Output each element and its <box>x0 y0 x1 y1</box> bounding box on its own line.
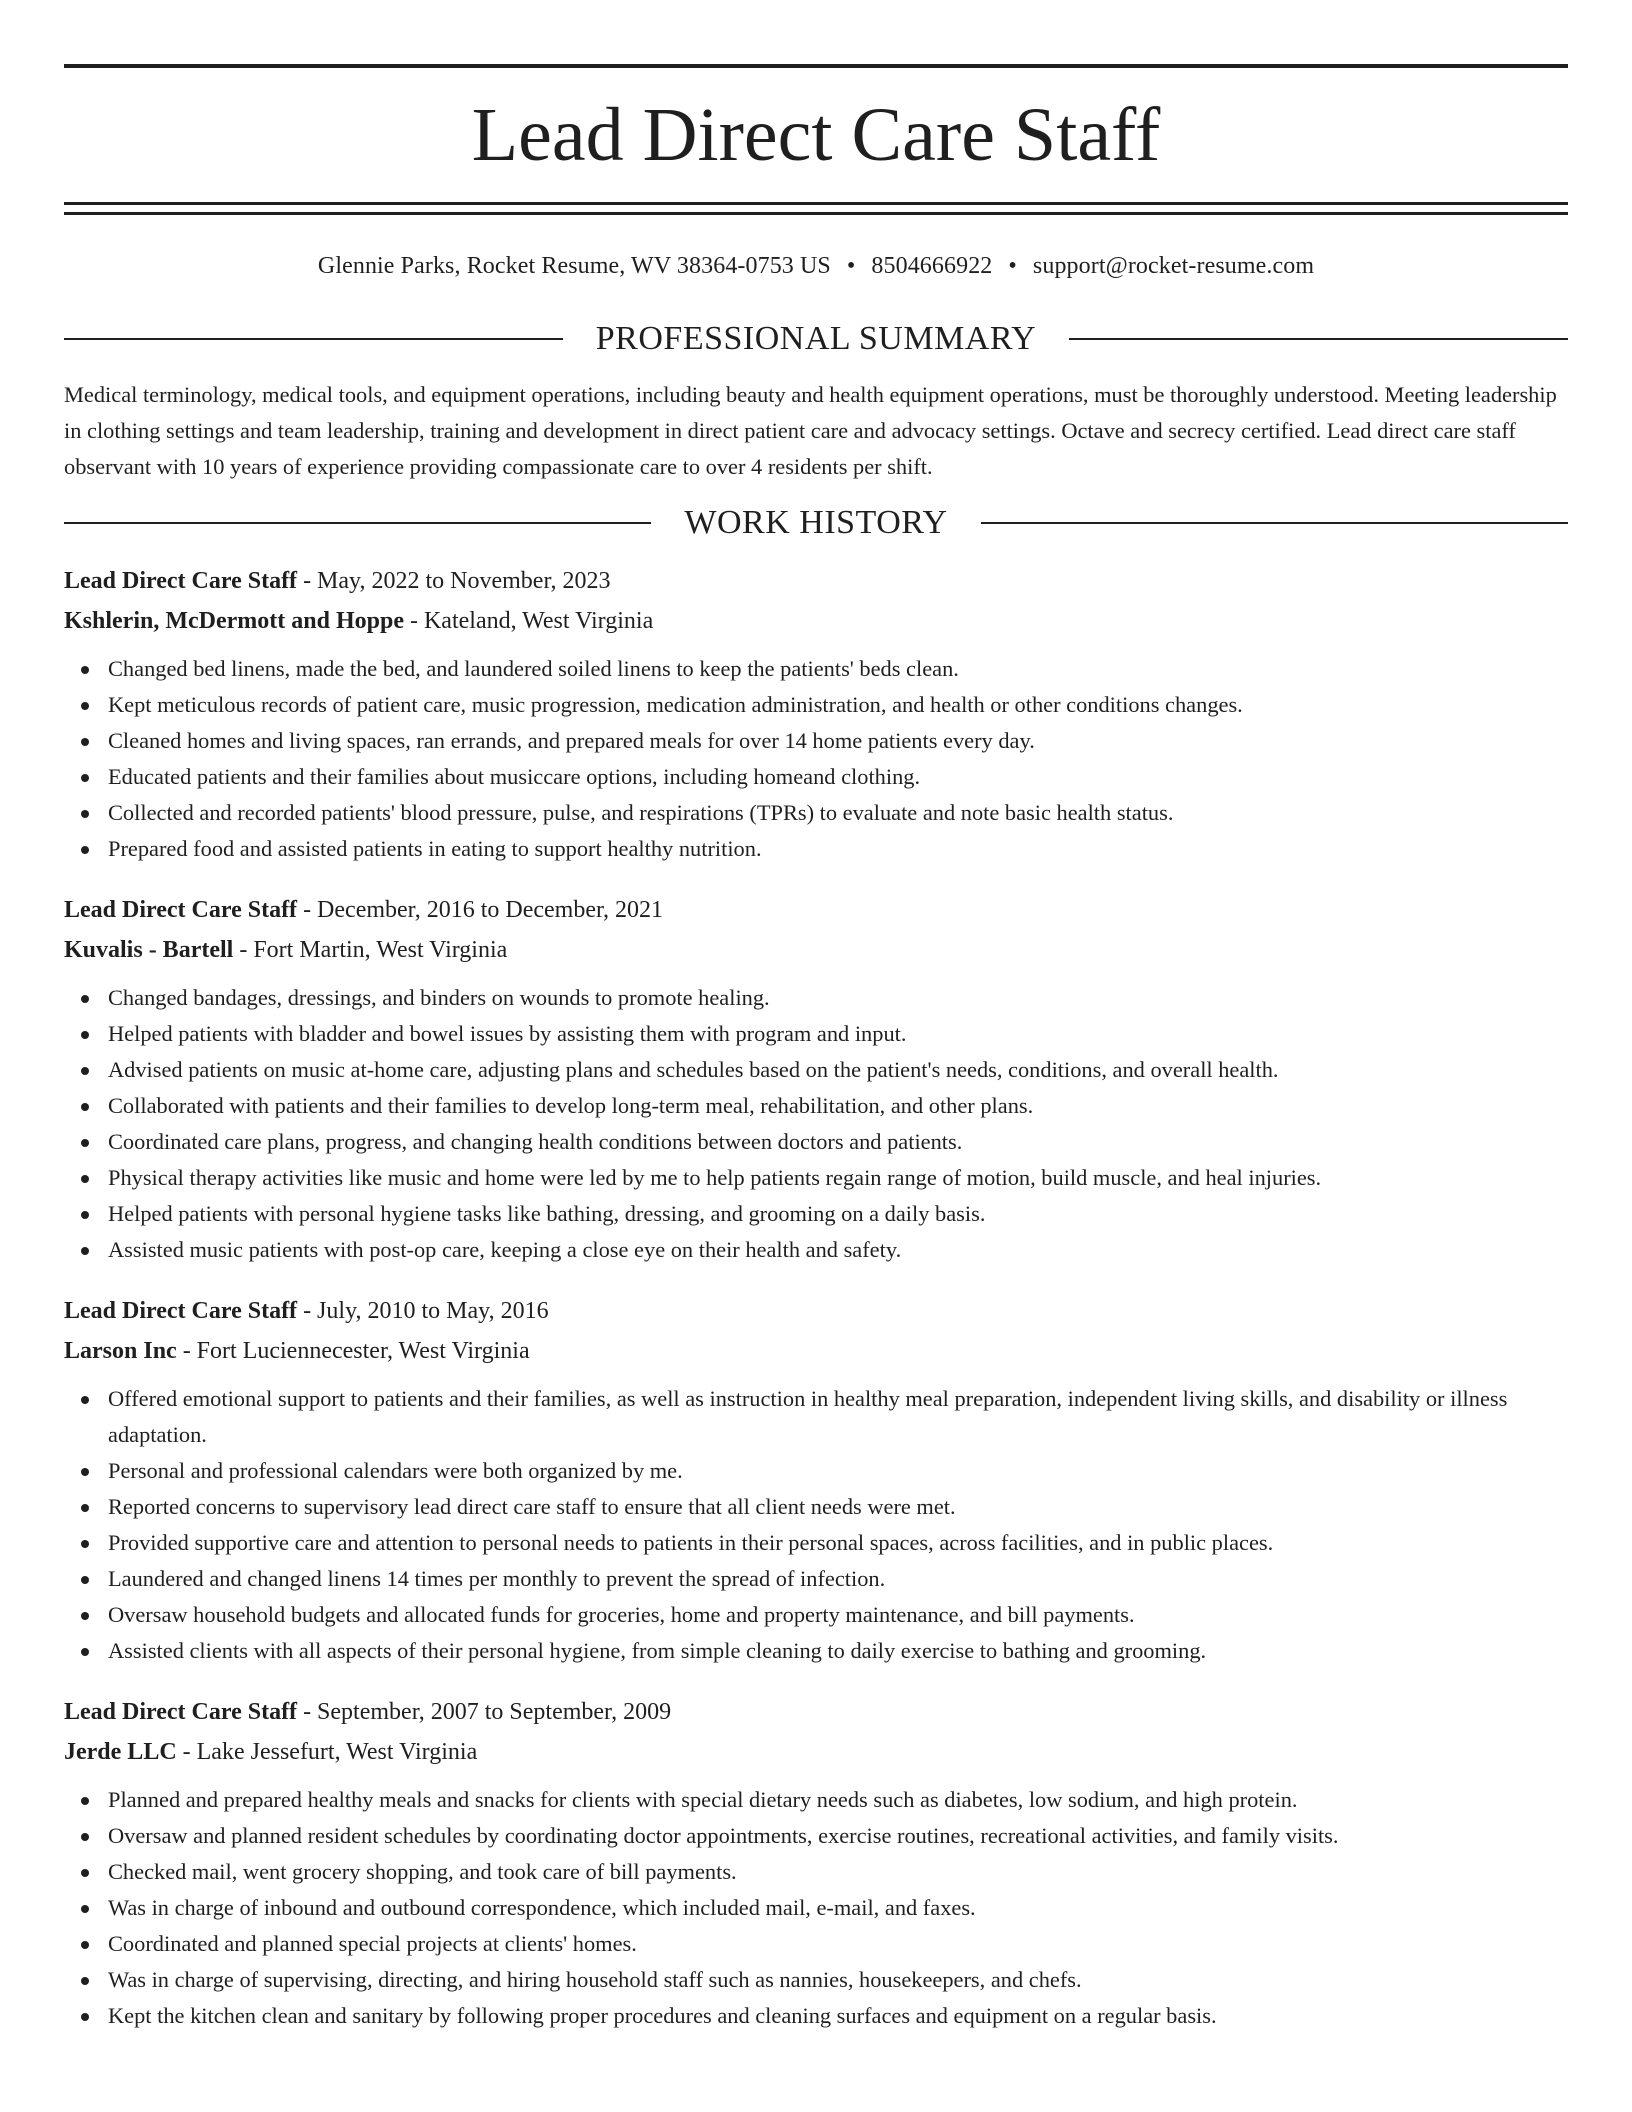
job-duty-item: Educated patients and their families about musiccare options, including homeand clothing. <box>64 759 1568 795</box>
job-duty-item: Kept meticulous records of patient care, music progression, medication administration, and health or other conditions changes. <box>64 687 1568 723</box>
job-duties-list <box>64 1381 1568 1669</box>
job-duty-item: Provided supportive care and attention to personal needs to patients in their personal spaces, across facilities, and in public places. <box>64 1525 1568 1561</box>
top-rule <box>64 64 1568 68</box>
job-company: Jerde LLC <box>64 1739 177 1765</box>
work-history-list <box>64 561 1568 2034</box>
job-entry <box>64 561 1568 867</box>
job-company: Larson Inc <box>64 1338 177 1364</box>
job-title: Lead Direct Care Staff <box>64 1699 298 1725</box>
job-duty-item: Collected and recorded patients' blood pressure, pulse, and respirations (TPRs) to evaluate and note basic health status. <box>64 795 1568 831</box>
job-dates: - July, 2010 to May, 2016 <box>297 1298 549 1324</box>
job-location: - Lake Jessefurt, West Virginia <box>176 1739 478 1765</box>
heading-rule-left <box>64 522 651 524</box>
job-title-line <box>64 1692 1568 1732</box>
work-heading-label: WORK HISTORY <box>684 504 948 541</box>
job-duty-item: Laundered and changed linens 14 times per monthly to prevent the spread of infection. <box>64 1561 1568 1597</box>
resume-title: Lead Direct Care Staff <box>471 93 1161 177</box>
job-entry <box>64 1692 1568 2034</box>
job-dates: - December, 2016 to December, 2021 <box>297 897 664 923</box>
job-duty-item: Reported concerns to supervisory lead direct care staff to ensure that all client needs were met. <box>64 1489 1568 1525</box>
job-title-line <box>64 890 1568 930</box>
job-dates: - September, 2007 to September, 2009 <box>297 1699 672 1725</box>
job-title: Lead Direct Care Staff <box>64 568 298 594</box>
job-title-line <box>64 1291 1568 1331</box>
summary-text: Medical terminology, medical tools, and equipment operations, including beauty and health equipment operations, must be thoroughly understood. Meeting leadership in clothing settings and team leadership, training and development in direct patient care and advocacy settings. Octave and secrecy certified. Lead direct care staff observant with 10 years of experience providing compassionate care to over 4 residents per shift. <box>64 382 1557 479</box>
job-company-line <box>64 1331 1568 1371</box>
job-duty-item: Oversaw and planned resident schedules by coordinating doctor appointments, exercise routines, recreational activities, and family visits. <box>64 1818 1568 1854</box>
job-dates: - May, 2022 to November, 2023 <box>297 568 611 594</box>
work-heading <box>64 503 1568 543</box>
job-duty-item: Coordinated and planned special projects at clients' homes. <box>64 1926 1568 1962</box>
job-entry <box>64 890 1568 1268</box>
title-rule-lower <box>64 212 1568 215</box>
job-company: Kuvalis - Bartell <box>64 937 234 963</box>
job-duty-item: Kept the kitchen clean and sanitary by following proper procedures and cleaning surfaces and equipment on a regular basis. <box>64 1998 1568 2034</box>
job-location: - Fort Martin, West Virginia <box>233 937 508 963</box>
contact-separator: • <box>846 253 856 279</box>
contact-phone: 8504666922 <box>871 253 993 279</box>
job-title-line <box>64 561 1568 601</box>
job-duty-item: Advised patients on music at-home care, adjusting plans and schedules based on the patient's needs, conditions, and overall health. <box>64 1052 1568 1088</box>
job-duties-list <box>64 1782 1568 2034</box>
title-rule-upper <box>64 202 1568 205</box>
job-duty-item: Collaborated with patients and their families to develop long-term meal, rehabilitation, and other plans. <box>64 1088 1568 1124</box>
contact-separator: • <box>1008 253 1017 279</box>
heading-rule-right <box>981 522 1568 524</box>
job-duty-item: Planned and prepared healthy meals and snacks for clients with special dietary needs such as diabetes, low sodium, and high protein. <box>64 1782 1568 1818</box>
resume-page <box>64 64 1568 2034</box>
job-duty-item: Coordinated care plans, progress, and changing health conditions between doctors and patients. <box>64 1124 1568 1160</box>
job-duty-item: Personal and professional calendars were both organized by me. <box>64 1453 1568 1489</box>
contact-email: support@rocket-resume.com <box>1032 253 1315 279</box>
job-duty-item: Offered emotional support to patients and their families, as well as instruction in healthy meal preparation, independent living skills, and disability or illness adaptation. <box>64 1381 1568 1453</box>
job-location: - Kateland, West Virginia <box>403 608 654 634</box>
job-duty-item: Cleaned homes and living spaces, ran errands, and prepared meals for over 14 home patients every day. <box>64 723 1568 759</box>
job-title: Lead Direct Care Staff <box>64 897 298 923</box>
job-duty-item: Was in charge of supervising, directing, and hiring household staff such as nannies, housekeepers, and chefs. <box>64 1962 1568 1998</box>
job-duties-list <box>64 980 1568 1268</box>
job-company-line <box>64 1732 1568 1772</box>
job-title: Lead Direct Care Staff <box>64 1298 298 1324</box>
heading-rule-right <box>1069 338 1568 340</box>
summary-heading <box>64 319 1568 359</box>
job-duty-item: Checked mail, went grocery shopping, and took care of bill payments. <box>64 1854 1568 1890</box>
job-duty-item: Physical therapy activities like music and home were led by me to help patients regain range of motion, build muscle, and heal injuries. <box>64 1160 1568 1196</box>
job-duty-item: Helped patients with bladder and bowel issues by assisting them with program and input. <box>64 1016 1568 1052</box>
job-duties-list <box>64 651 1568 867</box>
job-duty-item: Assisted music patients with post-op care, keeping a close eye on their health and safety. <box>64 1232 1568 1268</box>
job-company-line <box>64 930 1568 970</box>
job-duty-item: Was in charge of inbound and outbound correspondence, which included mail, e-mail, and faxes. <box>64 1890 1568 1926</box>
job-duty-item: Assisted clients with all aspects of their personal hygiene, from simple cleaning to daily exercise to bathing and grooming. <box>64 1633 1568 1669</box>
job-duty-item: Prepared food and assisted patients in eating to support healthy nutrition. <box>64 831 1568 867</box>
job-duty-item: Oversaw household budgets and allocated funds for groceries, home and property maintenance, and bill payments. <box>64 1597 1568 1633</box>
job-company-line <box>64 601 1568 641</box>
summary-heading-label: PROFESSIONAL SUMMARY <box>595 320 1037 357</box>
job-location: - Fort Luciennecester, West Virginia <box>176 1338 530 1364</box>
job-duty-item: Changed bandages, dressings, and binders on wounds to promote healing. <box>64 980 1568 1016</box>
heading-rule-left <box>64 338 563 340</box>
job-company: Kshlerin, McDermott and Hoppe <box>64 608 404 634</box>
contact-address: Glennie Parks, Rocket Resume, WV 38364-0753 US <box>317 253 831 279</box>
job-duty-item: Helped patients with personal hygiene tasks like bathing, dressing, and grooming on a daily basis. <box>64 1196 1568 1232</box>
contact-line <box>64 250 1568 282</box>
job-duty-item: Changed bed linens, made the bed, and laundered soiled linens to keep the patients' beds clean. <box>64 651 1568 687</box>
job-entry <box>64 1291 1568 1669</box>
